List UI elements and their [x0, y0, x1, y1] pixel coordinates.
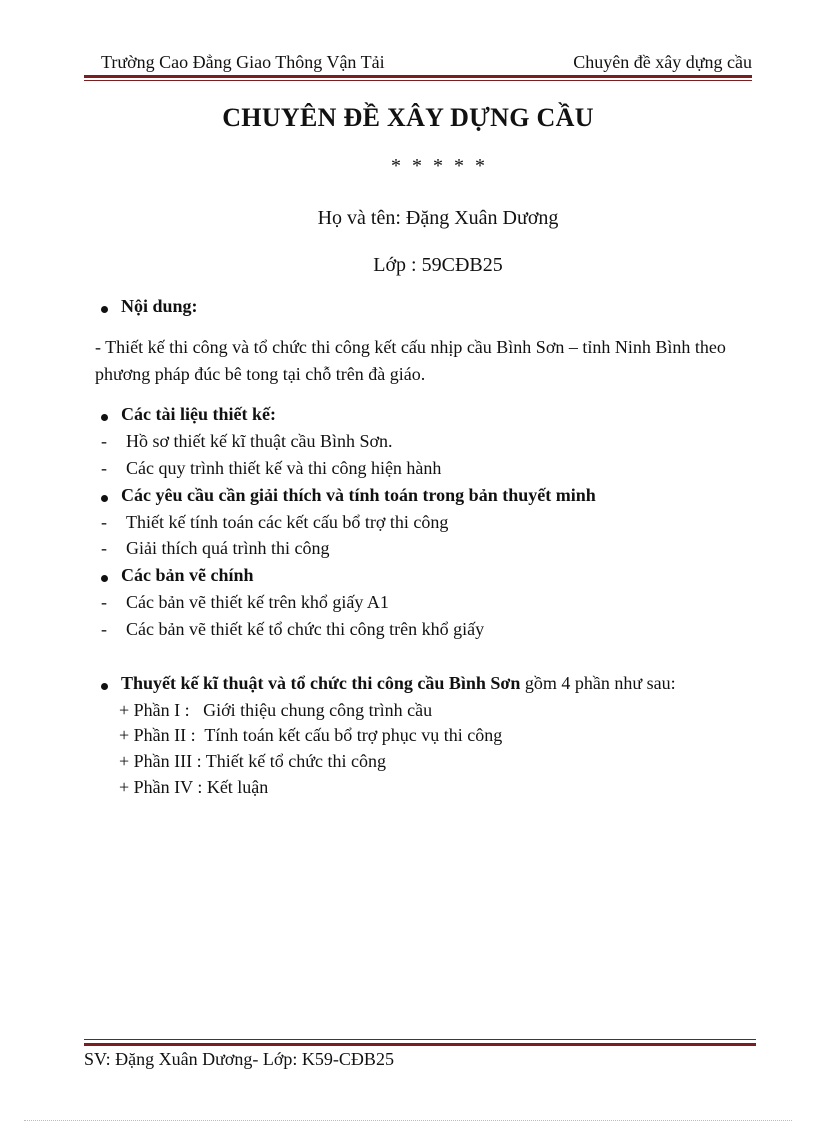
part-item: + Phần IV : Kết luận	[119, 777, 269, 797]
footer-student-info: SV: Đặng Xuân Dương- Lớp: K59-CĐB25	[84, 1049, 394, 1069]
list-item: Hồ sơ thiết kế kĩ thuật cầu Bình Sơn.	[126, 431, 393, 451]
header-rule-thin	[84, 80, 752, 81]
bullet-dot	[101, 306, 108, 313]
list-dash: -	[101, 592, 107, 612]
footer-rule-thick	[84, 1043, 756, 1046]
author-line: Họ và tên: Đặng Xuân Dương	[317, 207, 559, 229]
list-dash: -	[101, 431, 107, 451]
section-heading-requirements: Các yêu cầu cần giải thích và tính toán trong bản thuyết minh	[121, 485, 596, 505]
list-dash: -	[101, 458, 107, 478]
content-heading: Nội dung:	[121, 296, 198, 316]
list-item: Các bản vẽ thiết kế tổ chức thi công trên khổ giấy	[126, 619, 485, 639]
bullet-dot	[101, 414, 108, 421]
parts-heading	[121, 673, 676, 694]
list-dash: -	[101, 538, 107, 558]
part-item: + Phần III : Thiết kế tổ chức thi công	[119, 751, 387, 771]
page-header	[101, 50, 752, 76]
header-school-name: Trường Cao Đẳng Giao Thông Vận Tải	[101, 52, 385, 72]
list-dash: -	[101, 512, 107, 532]
parts-heading-rest: gồm 4 phần như sau:	[520, 673, 676, 693]
section-heading-drawings: Các bản vẽ chính	[121, 565, 254, 585]
class-line: Lớp : 59CĐB25	[373, 254, 503, 276]
list-item: Các quy trình thiết kế và thi công hiện hành	[126, 458, 442, 478]
header-topic: Chuyên đề xây dựng cầu	[573, 52, 752, 72]
list-item: Các bản vẽ thiết kế trên khổ giấy A1	[126, 592, 389, 612]
parts-heading-bold: Thuyết kế kĩ thuật và tổ chức thi công cầu Bình Sơn	[121, 673, 521, 693]
bullet-dot	[101, 575, 108, 582]
part-item: + Phần I : Giới thiệu chung công trình cầu	[119, 700, 433, 720]
footer-rule-thin	[84, 1039, 756, 1040]
list-item: Thiết kế tính toán các kết cấu bổ trợ thi công	[126, 512, 449, 532]
section-heading-documents: Các tài liệu thiết kế:	[121, 404, 276, 424]
page-title: CHUYÊN ĐỀ XÂY DỰNG CẦU	[222, 103, 594, 132]
header-rule-thick	[84, 75, 752, 78]
bullet-dot	[101, 683, 108, 690]
bullet-dot	[101, 495, 108, 502]
list-item: Giải thích quá trình thi công	[126, 538, 330, 558]
content-paragraph-line-1: - Thiết kế thi công và tổ chức thi công kết cấu nhịp cầu Bình Sơn – tỉnh Ninh Bình theo	[95, 337, 726, 357]
page-bottom-dotted-line	[24, 1120, 792, 1121]
part-item: + Phần II : Tính toán kết cấu bổ trợ phục vụ thi công	[119, 725, 503, 745]
list-dash: -	[101, 619, 107, 639]
content-paragraph-line-2: phương pháp đúc bê tong tại chỗ trên đà giáo.	[95, 364, 426, 384]
title-stars: * * * * *	[391, 155, 485, 177]
